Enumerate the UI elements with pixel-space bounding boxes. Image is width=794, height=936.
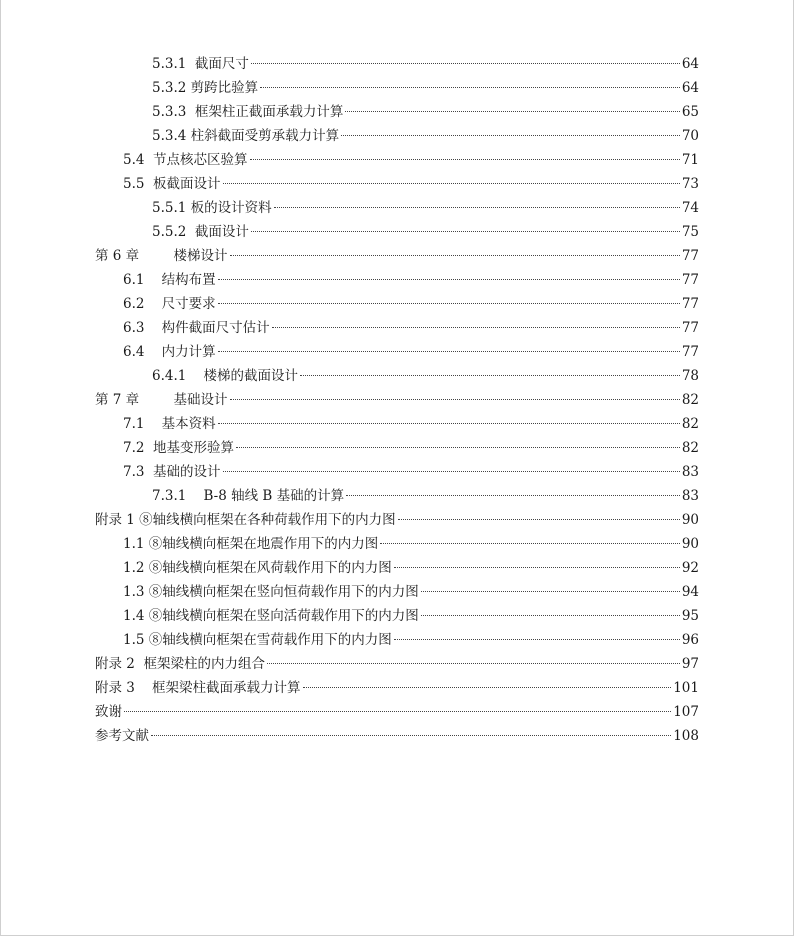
toc-entry-label: 致谢 bbox=[95, 700, 122, 724]
dot-leader bbox=[124, 710, 671, 712]
toc-entry[interactable] bbox=[1, 148, 794, 172]
toc-entry[interactable] bbox=[1, 244, 794, 268]
toc-entry[interactable] bbox=[1, 460, 794, 484]
toc-entry[interactable] bbox=[1, 388, 794, 412]
toc-entry-page-number: 73 bbox=[681, 176, 699, 192]
toc-entry-label: 5.5.2 截面设计 bbox=[152, 220, 249, 244]
dot-leader bbox=[218, 278, 680, 280]
toc-entry-label: 6.1 结构布置 bbox=[123, 268, 216, 292]
toc-entry[interactable] bbox=[1, 340, 794, 364]
toc-entry-page-number: 78 bbox=[681, 368, 699, 384]
toc-entry[interactable] bbox=[1, 676, 794, 700]
toc-entry-page-number: 77 bbox=[681, 344, 699, 360]
toc-entry[interactable] bbox=[1, 196, 794, 220]
dot-leader bbox=[218, 350, 680, 352]
toc-entry-label: 5.4 节点核芯区验算 bbox=[123, 148, 248, 172]
toc-entry-page-number: 74 bbox=[681, 200, 699, 216]
dot-leader bbox=[230, 254, 680, 256]
dot-leader bbox=[300, 374, 680, 376]
toc-entry[interactable] bbox=[1, 436, 794, 460]
dot-leader bbox=[251, 230, 680, 232]
dot-leader bbox=[394, 566, 680, 568]
toc-entry-label: 参考文献 bbox=[95, 724, 149, 748]
dot-leader bbox=[274, 206, 680, 208]
toc-entry[interactable] bbox=[1, 292, 794, 316]
toc-entry-page-number: 64 bbox=[681, 80, 699, 96]
dot-leader bbox=[380, 542, 680, 544]
toc-entry-page-number: 92 bbox=[681, 560, 699, 576]
toc-entry-page-number: 95 bbox=[681, 608, 699, 624]
dot-leader bbox=[394, 638, 680, 640]
dot-leader bbox=[250, 158, 680, 160]
toc-entry-label: 5.5 板截面设计 bbox=[123, 172, 221, 196]
toc-entry-page-number: 82 bbox=[681, 392, 699, 408]
toc-entry[interactable] bbox=[1, 532, 794, 556]
dot-leader bbox=[236, 446, 680, 448]
toc-entry[interactable] bbox=[1, 124, 794, 148]
toc-entry[interactable] bbox=[1, 268, 794, 292]
toc-entry[interactable] bbox=[1, 724, 794, 748]
toc-entry[interactable] bbox=[1, 364, 794, 388]
toc-entry-label: 7.1 基本资料 bbox=[123, 412, 216, 436]
toc-entry[interactable] bbox=[1, 100, 794, 124]
table-of-contents bbox=[1, 52, 794, 748]
dot-leader bbox=[223, 470, 680, 472]
toc-entry-label: 5.3.4 柱斜截面受剪承载力计算 bbox=[152, 124, 339, 148]
toc-entry-page-number: 77 bbox=[681, 248, 699, 264]
toc-entry-label: 7.3 基础的设计 bbox=[123, 460, 221, 484]
dot-leader bbox=[151, 734, 671, 736]
toc-entry-page-number: 65 bbox=[681, 104, 699, 120]
toc-entry-label: 5.3.1 截面尺寸 bbox=[152, 52, 249, 76]
dot-leader bbox=[218, 302, 680, 304]
dot-leader bbox=[218, 422, 680, 424]
toc-entry-page-number: 75 bbox=[681, 224, 699, 240]
toc-entry-page-number: 108 bbox=[673, 728, 699, 744]
toc-entry-label: 附录 1 ⑧轴线横向框架在各种荷载作用下的内力图 bbox=[95, 508, 396, 532]
toc-entry[interactable] bbox=[1, 316, 794, 340]
toc-entry-page-number: 77 bbox=[681, 272, 699, 288]
dot-leader bbox=[398, 518, 680, 520]
toc-entry-page-number: 101 bbox=[673, 680, 699, 696]
toc-entry-page-number: 90 bbox=[681, 512, 699, 528]
dot-leader bbox=[223, 182, 680, 184]
toc-entry-page-number: 94 bbox=[681, 584, 699, 600]
dot-leader bbox=[303, 686, 672, 688]
toc-entry-label: 1.4 ⑧轴线横向框架在竖向活荷载作用下的内力图 bbox=[123, 604, 419, 628]
toc-entry-label: 1.3 ⑧轴线横向框架在竖向恒荷载作用下的内力图 bbox=[123, 580, 419, 604]
toc-entry-label: 1.2 ⑧轴线横向框架在风荷载作用下的内力图 bbox=[123, 556, 392, 580]
toc-entry-page-number: 107 bbox=[673, 704, 699, 720]
toc-entry-page-number: 90 bbox=[681, 536, 699, 552]
toc-entry-page-number: 83 bbox=[681, 488, 699, 504]
toc-entry-label: 第 7 章 基础设计 bbox=[95, 388, 228, 412]
toc-entry[interactable] bbox=[1, 412, 794, 436]
toc-entry[interactable] bbox=[1, 580, 794, 604]
toc-entry-page-number: 96 bbox=[681, 632, 699, 648]
dot-leader bbox=[251, 62, 680, 64]
dot-leader bbox=[421, 614, 680, 616]
toc-entry-label: 7.2 地基变形验算 bbox=[123, 436, 234, 460]
toc-entry[interactable] bbox=[1, 628, 794, 652]
toc-entry-page-number: 71 bbox=[681, 152, 699, 168]
toc-entry-page-number: 82 bbox=[681, 416, 699, 432]
toc-entry-label: 7.3.1 B-8 轴线 B 基础的计算 bbox=[152, 484, 344, 508]
toc-entry-label: 6.4.1 楼梯的截面设计 bbox=[152, 364, 298, 388]
toc-entry-page-number: 70 bbox=[681, 128, 699, 144]
toc-entry-label: 6.4 内力计算 bbox=[123, 340, 216, 364]
toc-entry[interactable] bbox=[1, 76, 794, 100]
toc-entry[interactable] bbox=[1, 484, 794, 508]
toc-entry-label: 1.1 ⑧轴线横向框架在地震作用下的内力图 bbox=[123, 532, 378, 556]
toc-entry-page-number: 64 bbox=[681, 56, 699, 72]
toc-entry-label: 5.3.2 剪跨比验算 bbox=[152, 76, 258, 100]
toc-entry[interactable] bbox=[1, 652, 794, 676]
toc-entry-label: 附录 2 框架梁柱的内力组合 bbox=[95, 652, 265, 676]
dot-leader bbox=[346, 494, 680, 496]
dot-leader bbox=[272, 326, 680, 328]
toc-entry-label: 附录 3 框架梁柱截面承载力计算 bbox=[95, 676, 301, 700]
dot-leader bbox=[267, 662, 680, 664]
toc-entry[interactable] bbox=[1, 220, 794, 244]
toc-entry[interactable] bbox=[1, 556, 794, 580]
toc-entry-page-number: 77 bbox=[681, 320, 699, 336]
toc-entry[interactable] bbox=[1, 508, 794, 532]
toc-entry[interactable] bbox=[1, 52, 794, 76]
toc-entry-page-number: 97 bbox=[681, 656, 699, 672]
toc-entry-label: 5.5.1 板的设计资料 bbox=[152, 196, 272, 220]
dot-leader bbox=[260, 86, 680, 88]
dot-leader bbox=[341, 134, 680, 136]
toc-entry-page-number: 82 bbox=[681, 440, 699, 456]
toc-entry-label: 5.3.3 框架柱正截面承载力计算 bbox=[152, 100, 343, 124]
toc-entry-label: 第 6 章 楼梯设计 bbox=[95, 244, 228, 268]
toc-entry[interactable] bbox=[1, 700, 794, 724]
toc-entry[interactable] bbox=[1, 172, 794, 196]
dot-leader bbox=[345, 110, 679, 112]
toc-entry-label: 6.2 尺寸要求 bbox=[123, 292, 216, 316]
toc-entry-label: 1.5 ⑧轴线横向框架在雪荷载作用下的内力图 bbox=[123, 628, 392, 652]
dot-leader bbox=[421, 590, 680, 592]
dot-leader bbox=[230, 398, 680, 400]
toc-entry[interactable] bbox=[1, 604, 794, 628]
toc-entry-page-number: 77 bbox=[681, 296, 699, 312]
toc-entry-label: 6.3 构件截面尺寸估计 bbox=[123, 316, 270, 340]
toc-entry-page-number: 83 bbox=[681, 464, 699, 480]
